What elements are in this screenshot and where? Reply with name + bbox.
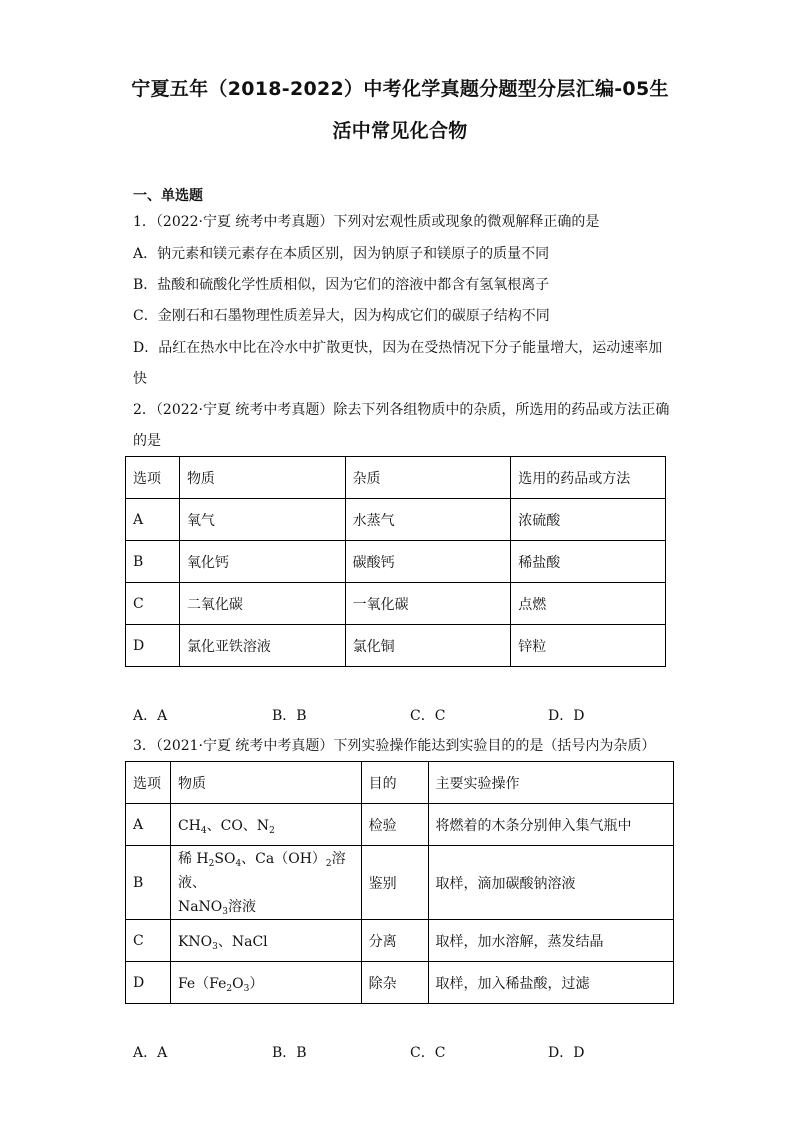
- q3-answer-d: D．D: [548, 1045, 585, 1061]
- formula-text: SO: [214, 850, 236, 867]
- table-cell: 取样，加水溶解，蒸发结晶: [428, 920, 673, 962]
- table-cell: 点燃: [511, 583, 666, 625]
- q2-header-cell: 选项: [126, 457, 180, 499]
- table-cell: [170, 920, 361, 962]
- table-row: [126, 583, 666, 625]
- subscript: 2: [269, 825, 275, 836]
- q3-header-cell: 目的: [361, 762, 428, 804]
- table-cell: 氯化铜: [345, 625, 511, 667]
- q3-header-cell: 物质: [170, 762, 361, 804]
- q3-header-cell: 主要实验操作: [428, 762, 673, 804]
- table-cell: [170, 962, 361, 1004]
- q2-header-cell: 杂质: [345, 457, 511, 499]
- table-cell: C: [126, 583, 180, 625]
- formula-text: Fe（Fe: [177, 975, 227, 992]
- q3-answer-b: B．B: [272, 1045, 307, 1061]
- formula-text: O: [232, 975, 244, 992]
- q2-table-header: [126, 457, 666, 499]
- table-cell: B: [126, 541, 180, 583]
- title-line-1: 宁夏五年（2018-2022）中考化学真题分题型分层汇编-05生: [131, 78, 669, 100]
- table-row: [126, 962, 674, 1004]
- table-row: [126, 541, 666, 583]
- formula-text: 溶液、: [177, 850, 346, 891]
- subscript: 2: [325, 858, 332, 869]
- q3-answer-c: C．C: [410, 1045, 446, 1061]
- section-heading: 一、单选题: [133, 188, 203, 204]
- formula-text: 、CO、N: [206, 817, 270, 834]
- formula-text: 溶液: [228, 898, 257, 915]
- table-cell: 稀盐酸: [511, 541, 666, 583]
- formula-text: CH: [177, 817, 201, 834]
- table-cell: [170, 846, 361, 920]
- table-cell: 取样，加入稀盐酸，过滤: [428, 962, 673, 1004]
- table-cell: 分离: [361, 920, 428, 962]
- q3-header-cell: 选项: [126, 762, 171, 804]
- formula-text: 、Ca（OH）: [241, 850, 326, 867]
- table-cell: 氧化钙: [179, 541, 345, 583]
- formula-line-1: [178, 847, 354, 895]
- table-cell: A: [126, 499, 180, 541]
- table-row: [126, 499, 666, 541]
- q3-stem: 3．（2021·宁夏 统考中考真题）下列实验操作能达到实验目的的是（括号内为杂质）: [133, 738, 656, 754]
- subscript: 3: [243, 983, 250, 994]
- table-cell: 鉴别: [361, 846, 428, 920]
- table-row: [126, 804, 674, 846]
- q1-option-d: D．品红在热水中比在冷水中扩散更快，因为在受热情况下分子能量增大，运动速率加: [133, 340, 663, 356]
- table-cell: 碳酸钙: [345, 541, 511, 583]
- subscript: 2: [208, 858, 215, 869]
- table-row: [126, 625, 666, 667]
- formula-text: KNO: [177, 933, 213, 950]
- q2-header-cell: 选用的药品或方法: [511, 457, 666, 499]
- table-cell: [170, 804, 361, 846]
- formula-text: 稀 H: [177, 850, 209, 867]
- q2-stem-line-2: 的是: [133, 433, 161, 449]
- subscript: 2: [226, 983, 233, 994]
- table-cell: 将燃着的木条分别伸入集气瓶中: [428, 804, 673, 846]
- table-cell: 氧气: [179, 499, 345, 541]
- q3-answer-a: A．A: [133, 1045, 168, 1061]
- q1-stem: 1．（2022·宁夏 统考中考真题）下列对宏观性质或现象的微观解释正确的是: [133, 214, 600, 230]
- table-cell: 一氧化碳: [345, 583, 511, 625]
- q2-answer-d: D．D: [548, 708, 585, 724]
- q1-option-d-continued: 快: [133, 371, 147, 387]
- subscript: 4: [235, 858, 242, 869]
- table-cell: 除杂: [361, 962, 428, 1004]
- q1-option-a: A．钠元素和镁元素存在本质区别，因为钠原子和镁原子的质量不同: [133, 246, 550, 262]
- table-row: [126, 920, 674, 962]
- subscript: 3: [212, 941, 218, 952]
- table-cell: 取样，滴加碳酸钠溶液: [428, 846, 673, 920]
- title-line-2: 活中常见化合物: [332, 120, 468, 142]
- q1-option-c: C．金刚石和石墨物理性质差异大，因为构成它们的碳原子结构不同: [133, 308, 550, 324]
- table-cell: D: [126, 962, 171, 1004]
- subscript: 4: [200, 825, 207, 836]
- table-cell: D: [126, 625, 180, 667]
- table-cell: B: [126, 846, 171, 920]
- document-title: [110, 68, 690, 152]
- table-cell: A: [126, 804, 171, 846]
- formula-text: ）: [249, 975, 264, 992]
- q1-option-b: B．盐酸和硫酸化学性质相似，因为它们的溶液中都含有氢氧根离子: [133, 277, 550, 293]
- q2-stem-line-1: 2．（2022·宁夏 统考中考真题）除去下列各组物质中的杂质，所选用的药品或方法正确: [133, 402, 670, 418]
- q3-table: [125, 761, 674, 1004]
- formula-text: 、NaCl: [217, 933, 268, 950]
- table-cell: C: [126, 920, 171, 962]
- q2-answer-a: A．A: [133, 708, 168, 724]
- table-row: [126, 846, 674, 920]
- q2-header-cell: 物质: [179, 457, 345, 499]
- formula-line-2: [178, 895, 354, 919]
- q2-answer-c: C．C: [410, 708, 446, 724]
- q3-table-header: [126, 762, 674, 804]
- table-cell: 锌粒: [511, 625, 666, 667]
- q2-table: [125, 456, 666, 667]
- table-cell: 氯化亚铁溶液: [179, 625, 345, 667]
- formula-text: NaNO: [177, 898, 223, 915]
- table-cell: 检验: [361, 804, 428, 846]
- table-cell: 二氧化碳: [179, 583, 345, 625]
- q2-answer-b: B．B: [272, 708, 307, 724]
- subscript: 3: [222, 906, 229, 917]
- table-cell: 浓硫酸: [511, 499, 666, 541]
- table-cell: 水蒸气: [345, 499, 511, 541]
